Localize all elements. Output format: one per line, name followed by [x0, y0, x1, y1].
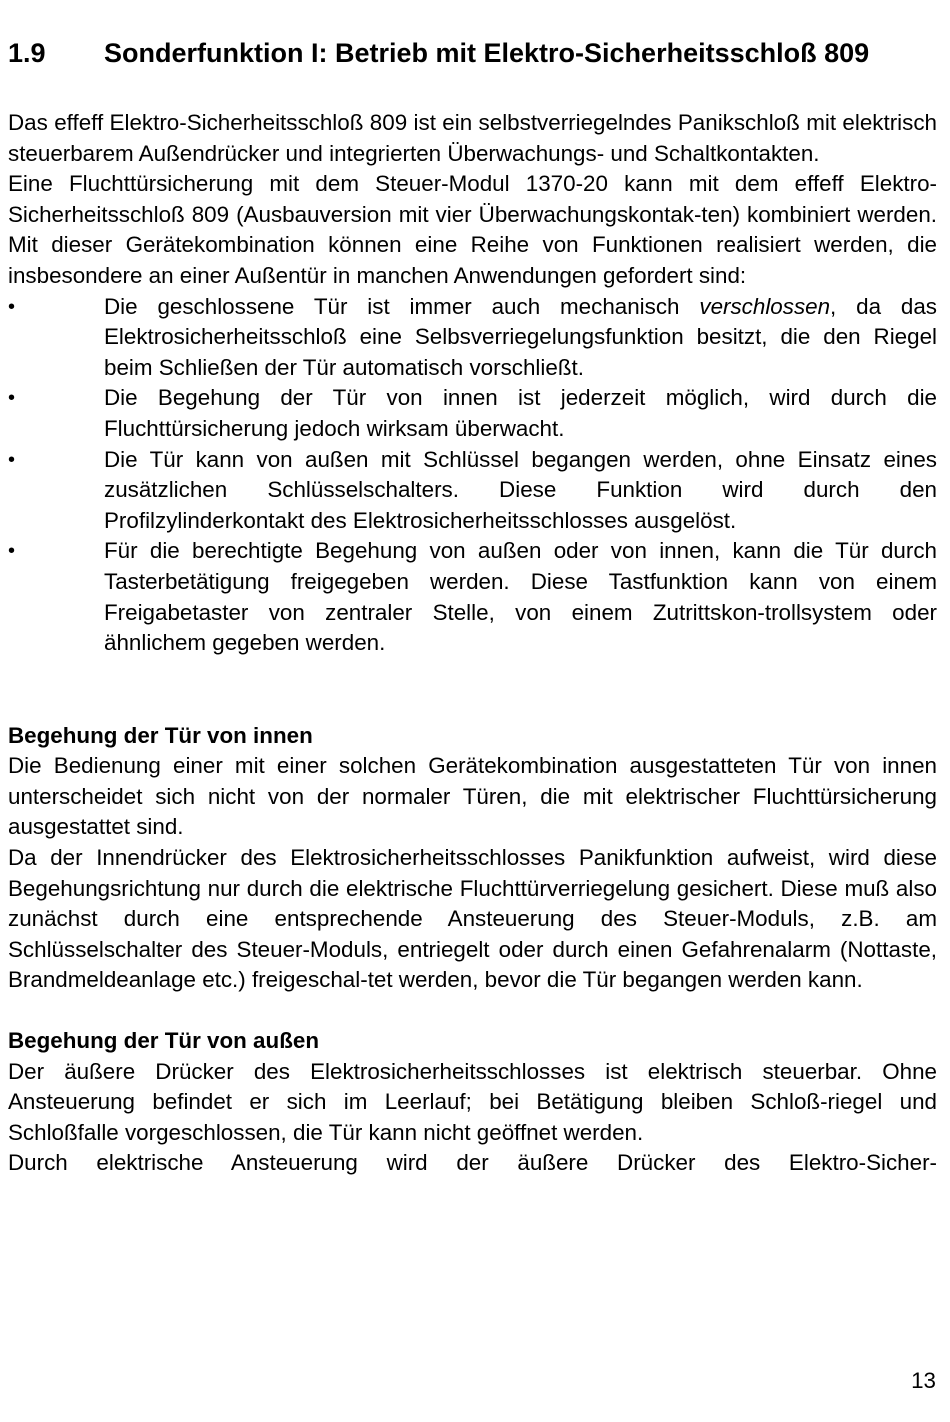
document-body: [8, 108, 937, 1179]
bullet-icon: •: [8, 295, 16, 318]
list-item: [8, 536, 937, 658]
emphasis-text: verschlossen: [699, 293, 831, 319]
outer-access-paragraph-1: Der äußere Drücker des Elektrosicherheitsschlosses ist elektrisch steuerbar. Ohne Ansteuerung befindet er sich im Leerlauf; bei Betätigung bleiben Schloß-riegel und Schloßfalle vorgeschlossen, die Tür kann nicht geöffnet werden.: [8, 1058, 937, 1145]
intro-paragraph-2: Eine Fluchttürsicherung mit dem Steuer-Modul 1370-20 kann mit dem effeff Elektro-Sicherheitsschloß 809 (Ausbauversion mit vier Überwachungskontak-ten) kombiniert werden. Mit dieser Gerätekombination können eine Reihe von Funktionen realisiert werden, die insbesondere an einer Außentür in manchen Anwendungen gefordert sind:: [8, 171, 937, 288]
section-title: Sonderfunktion I: Betrieb mit Elektro-Sicherheitsschloß 809: [104, 38, 870, 68]
feature-list: [8, 292, 937, 659]
list-item-text: Die Tür kann von außen mit Schlüssel begangen werden, ohne Einsatz eines zusätzlichen Schlüsselschalters. Diese Funktion wird durch den Profilzylinderkontakt des Elektrosicherheitsschlosses ausgelöst.: [104, 446, 937, 533]
outer-access-paragraph-2: Durch elektrische Ansteuerung wird der äußere Drücker des Elektro-Sicher-: [8, 1150, 937, 1176]
inner-access-paragraph-1: Die Bedienung einer mit einer solchen Gerätekombination ausgestatteten Tür von innen unterscheidet sich nicht von der normaler Türen, die mit elektrischer Fluchttürsicherung ausgestattet sind.: [8, 753, 937, 840]
section-number: 1.9: [8, 38, 46, 68]
bullet-icon: •: [8, 387, 16, 410]
outer-access-section: [8, 1026, 937, 1179]
inner-access-section: [8, 721, 937, 996]
section-heading: [8, 36, 937, 70]
bullet-icon: •: [8, 448, 16, 471]
intro-paragraph-1: Das effeff Elektro-Sicherheitsschloß 809 ist ein selbstverriegelndes Panikschloß mit elektrisch steuerbarem Außendrücker und integrierten Überwachungs- und Schaltkontakten.: [8, 110, 937, 166]
list-item-text: Die Begehung der Tür von innen ist jederzeit möglich, wird durch die Fluchttürsicherung jedoch wirksam überwacht.: [104, 385, 937, 441]
list-item: [8, 292, 937, 384]
list-item-text: [104, 292, 937, 384]
list-item-text-part: Die geschlossene Tür ist immer auch mechanisch: [104, 293, 700, 319]
inner-access-heading: Begehung der Tür von innen: [8, 722, 313, 748]
page-number: 13: [911, 1368, 936, 1393]
list-item-text: Für die berechtigte Begehung von außen oder von innen, kann die Tür durch Tasterbetätigung freigegeben werden. Diese Tastfunktion kann von einem Freigabetaster von zentraler Stelle, von einem Zutrittskon-trollsystem oder ähnlichem gegeben werden.: [104, 538, 937, 656]
outer-access-heading: Begehung der Tür von außen: [8, 1028, 319, 1054]
list-item: [8, 445, 937, 537]
list-item: [8, 383, 937, 444]
list-item-text-part: , da das Elektrosicherheitsschloß eine Selbsverriegelungsfunktion besitzt, die den Riegel beim Schließen der Tür automatisch vorschließt.: [104, 293, 938, 380]
inner-access-paragraph-2: Da der Innendrücker des Elektrosicherheitsschlosses Panikfunktion aufweist, wird diese Begehungsrichtung nur durch die elektrische Fluchttürverriegelung gesichert. Diese muß also zunächst durch eine entsprechende Ansteuerung des Steuer-Moduls, z.B. am Schlüsselschalter des Steuer-Moduls, entriegelt oder durch einen Gefahrenalarm (Nottaste, Brandmeldeanlage etc.) freigeschal-tet werden, bevor die Tür begangen werden kann.: [8, 845, 937, 993]
bullet-icon: •: [8, 540, 16, 563]
document-page: [8, 36, 937, 1179]
